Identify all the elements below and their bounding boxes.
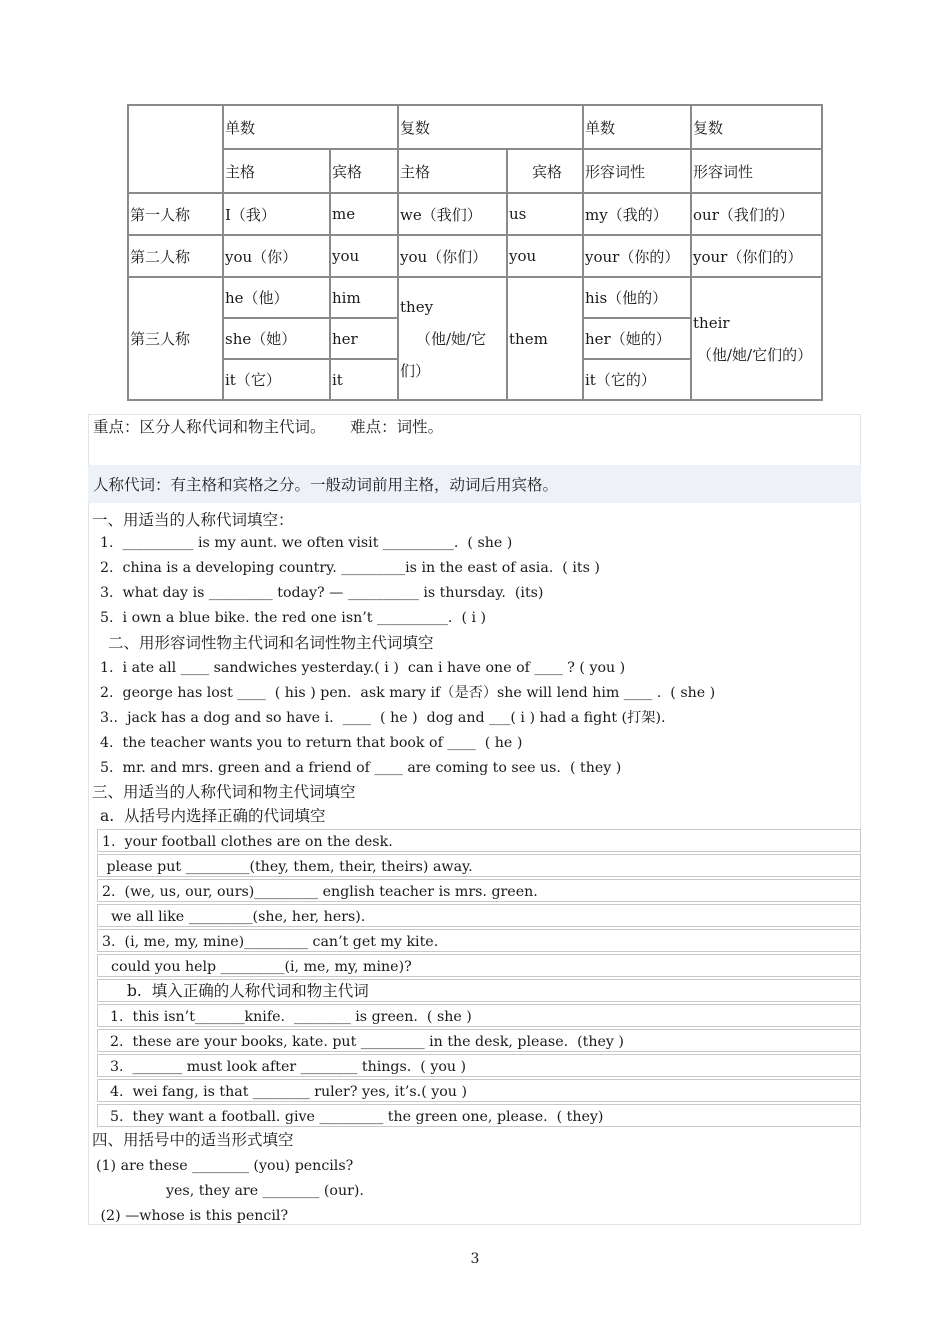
header-plural-2: 复数 <box>691 105 822 149</box>
table-row-third-person <box>128 277 822 318</box>
table-corner-cell <box>128 105 223 193</box>
cell-line: 们） <box>400 361 431 380</box>
exercise-line: we all like _________(she, her, hers). <box>102 909 366 925</box>
exercise-line: 3. what day is _________ today? — __________ is thursday. (its) <box>100 585 544 601</box>
header-plural: 复数 <box>398 105 583 149</box>
header-adjective-plural: 形容词性 <box>691 149 822 193</box>
exercise-line: 2. george has lost ____ ( his ) pen. ask mary if（是否）she will lend him ____ . ( she ) <box>100 685 716 701</box>
page-number: 3 <box>470 1251 480 1267</box>
exercise-line: (1) are these ________ (you) pencils? <box>96 1158 354 1174</box>
exercise-line: 3.. jack has a dog and so have i. ____ ( he ) dog and ___( i ) had a fight (打架). <box>100 710 666 726</box>
exercise-line: please put _________(they, them, their, theirs) away. <box>102 859 473 875</box>
exercise-line: 3. _______ must look after ________ things. ( you ) <box>110 1059 467 1075</box>
cell-line: their <box>693 313 730 332</box>
exercise-line: 1. this isn’t_______knife. ________ is green. ( she ) <box>110 1009 472 1025</box>
table-cell-their <box>691 277 822 400</box>
section-1-title: 一、用适当的人称代词填空： <box>92 511 294 529</box>
exercise-line: 5. mr. and mrs. green and a friend of ____ are coming to see us. ( they ) <box>100 760 622 776</box>
exercise-line: 4. wei fang, is that ________ ruler? yes, it’s.( you ) <box>110 1084 467 1100</box>
row-label-first-person: 第一人称 <box>128 193 223 235</box>
section-3b-subtitle: b. 填入正确的人称代词和物主代词 <box>127 982 369 1000</box>
exercise-line: 3. (i, me, my, mine)_________ can’t get my kite. <box>102 934 439 950</box>
exercise-line: 2. these are your books, kate. put _________ in the desk, please. (they ) <box>110 1034 624 1050</box>
table-cell: it <box>330 359 398 400</box>
table-row-second-person <box>128 235 822 277</box>
exercise-line: yes, they are ________ (our). <box>166 1183 364 1199</box>
table-cell: us <box>507 193 583 235</box>
table-cell: you（你） <box>223 235 330 277</box>
exercise-line: 4. the teacher wants you to return that book of ____ ( he ) <box>100 735 523 751</box>
table-cell: your（你们的） <box>691 235 822 277</box>
section-4-title: 四、用括号中的适当形式填空 <box>92 1131 294 1149</box>
section-3-title: 三、用适当的人称代词和物主代词填空 <box>92 783 356 801</box>
table-cell: your（你的） <box>583 235 691 277</box>
table-cell: we（我们） <box>398 193 507 235</box>
table-cell: I（我） <box>223 193 330 235</box>
section-3a-subtitle: a. 从括号内选择正确的代词填空 <box>100 807 326 825</box>
table-header-row-1 <box>128 105 822 149</box>
exercise-line: (2) —whose is this pencil? <box>96 1208 289 1224</box>
exercise-line: 5. they want a football. give _________ the green one, please. ( they) <box>110 1109 604 1125</box>
table-cell: it（它的） <box>583 359 691 400</box>
cell-line: （他/她/它们的） <box>697 345 813 364</box>
table-row-first-person <box>128 193 822 235</box>
exercise-line: 1. __________ is my aunt. we often visit __________. ( she ) <box>100 535 513 551</box>
header-subject-case-plural: 主格 <box>398 149 507 193</box>
exercise-line: 2. (we, us, our, ours)_________ english teacher is mrs. green. <box>102 884 538 900</box>
table-cell: me <box>330 193 398 235</box>
row-label-third-person: 第三人称 <box>128 277 223 400</box>
exercise-line: 1. your football clothes are on the desk. <box>102 834 393 850</box>
pronoun-table <box>127 104 823 401</box>
intro-note: 人称代词：有主格和宾格之分。一般动词前用主格，动词后用宾格。 <box>93 476 559 494</box>
table-cell: her <box>330 318 398 359</box>
exercise-line: 2. china is a developing country. _________is in the east of asia. ( its ) <box>100 560 600 576</box>
table-cell: our（我们的） <box>691 193 822 235</box>
table-cell-them: them <box>507 277 583 400</box>
table-cell: her（她的） <box>583 318 691 359</box>
table-cell: it（它） <box>223 359 330 400</box>
table-cell: he（他） <box>223 277 330 318</box>
header-singular-2: 单数 <box>583 105 691 149</box>
header-subject-case: 主格 <box>223 149 330 193</box>
header-object-case-plural: 宾格 <box>507 149 583 193</box>
table-cell: you <box>507 235 583 277</box>
table-cell: him <box>330 277 398 318</box>
exercise-line: 1. i ate all ____ sandwiches yesterday.( i ) can i have one of ____ ? ( you ) <box>100 660 626 676</box>
row-label-second-person: 第二人称 <box>128 235 223 277</box>
table-cell: his（他的） <box>583 277 691 318</box>
header-adjective: 形容词性 <box>583 149 691 193</box>
cell-line: （他/她/它 <box>416 329 487 348</box>
table-header-row-2 <box>128 149 822 193</box>
section-2-title: 二、用形容词性物主代词和名词性物主代词填空 <box>108 634 434 652</box>
table-cell: she（她） <box>223 318 330 359</box>
table-cell: you（你们） <box>398 235 507 277</box>
cell-line: they <box>400 297 434 316</box>
table-cell: you <box>330 235 398 277</box>
table-cell: my（我的） <box>583 193 691 235</box>
exercise-line: could you help _________(i, me, my, mine)? <box>102 959 412 975</box>
header-object-case: 宾格 <box>330 149 398 193</box>
table-cell-they <box>398 277 507 400</box>
exercise-line: 5. i own a blue bike. the red one isn’t __________. ( i ) <box>100 610 487 626</box>
key-points-note: 重点：区分人称代词和物主代词。 难点：词性。 <box>93 418 444 436</box>
header-singular: 单数 <box>223 105 398 149</box>
